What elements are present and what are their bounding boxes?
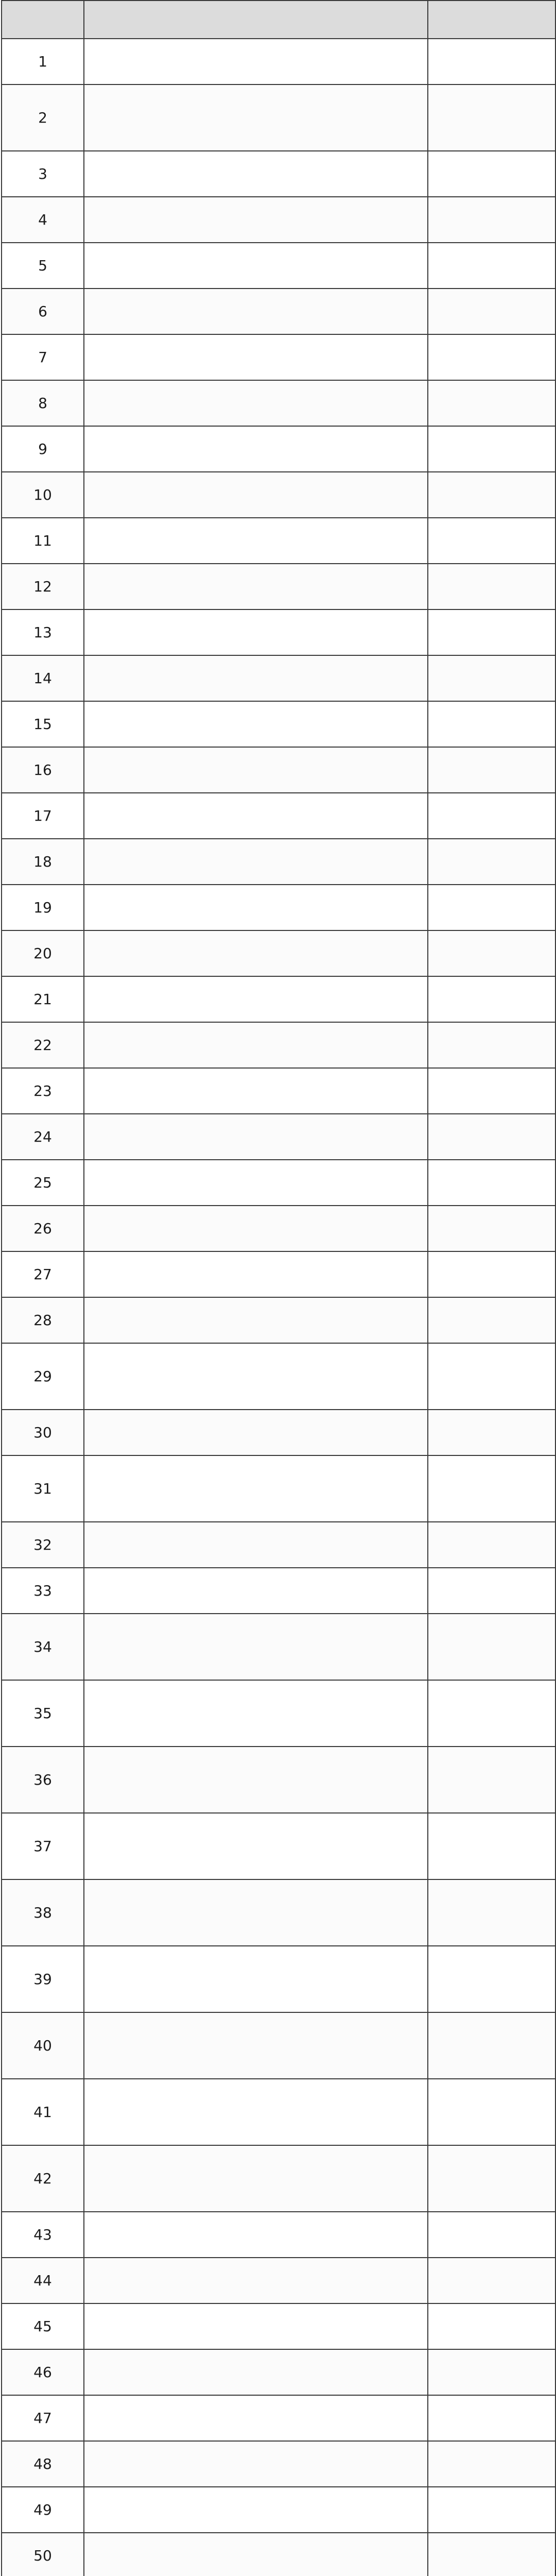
row-location-cell — [84, 839, 428, 885]
row-number-cell: 25 — [2, 1160, 84, 1206]
row-number-cell: 12 — [2, 564, 84, 609]
row-number-cell: 43 — [2, 2212, 84, 2258]
row-location-cell — [84, 1568, 428, 1614]
row-location-cell — [84, 1946, 428, 2012]
row-location-cell — [84, 1251, 428, 1297]
row-location-cell — [84, 151, 428, 197]
row-category-cell — [428, 1946, 555, 2012]
table-row — [2, 2212, 555, 2258]
row-location-cell — [84, 1522, 428, 1568]
row-number-cell: 24 — [2, 1114, 84, 1160]
row-category-cell — [428, 1206, 555, 1251]
row-location-cell — [84, 1297, 428, 1343]
row-number-cell: 41 — [2, 2079, 84, 2145]
row-category-cell — [428, 1343, 555, 1410]
row-location-cell — [84, 2012, 428, 2079]
row-location-cell — [84, 1114, 428, 1160]
row-category-cell — [428, 1680, 555, 1747]
table-row — [2, 2079, 555, 2145]
row-category-cell — [428, 1522, 555, 1568]
row-location-cell — [84, 84, 428, 151]
row-category-cell — [428, 655, 555, 701]
row-number-cell: 29 — [2, 1343, 84, 1410]
row-category-cell — [428, 1455, 555, 1522]
row-category-cell — [428, 2012, 555, 2079]
row-location-cell — [84, 2212, 428, 2258]
row-location-cell — [84, 885, 428, 930]
table-header — [2, 1, 555, 39]
row-location-cell — [84, 1160, 428, 1206]
row-location-cell — [84, 1747, 428, 1813]
row-number-cell: 8 — [2, 380, 84, 426]
table-row — [2, 1879, 555, 1946]
table-row — [2, 472, 555, 518]
row-category-cell — [428, 2212, 555, 2258]
table-row — [2, 84, 555, 151]
row-location-cell — [84, 2349, 428, 2395]
row-number-cell: 14 — [2, 655, 84, 701]
row-number-cell: 28 — [2, 1297, 84, 1343]
row-location-cell — [84, 1614, 428, 1680]
row-number-cell: 13 — [2, 609, 84, 655]
table-row — [2, 1297, 555, 1343]
row-location-cell — [84, 380, 428, 426]
row-location-cell — [84, 1879, 428, 1946]
row-category-cell — [428, 701, 555, 747]
table-row — [2, 2258, 555, 2303]
row-category-cell — [428, 1297, 555, 1343]
row-category-cell — [428, 793, 555, 839]
row-location-cell — [84, 289, 428, 334]
row-number-cell: 20 — [2, 930, 84, 976]
row-number-cell: 3 — [2, 151, 84, 197]
table-row — [2, 2012, 555, 2079]
header-category — [428, 1, 555, 39]
table-row — [2, 885, 555, 930]
row-category-cell — [428, 151, 555, 197]
row-location-cell — [84, 930, 428, 976]
table-row — [2, 518, 555, 564]
row-category-cell — [428, 518, 555, 564]
table-row — [2, 839, 555, 885]
row-location-cell — [84, 655, 428, 701]
row-number-cell: 1 — [2, 39, 84, 84]
table-row — [2, 197, 555, 243]
row-number-cell: 16 — [2, 747, 84, 793]
row-number-cell: 21 — [2, 976, 84, 1022]
row-location-cell — [84, 1206, 428, 1251]
row-category-cell — [428, 839, 555, 885]
row-location-cell — [84, 2258, 428, 2303]
table-row — [2, 2533, 555, 2576]
row-number-cell: 7 — [2, 334, 84, 380]
row-location-cell — [84, 2079, 428, 2145]
row-category-cell — [428, 39, 555, 84]
table-row — [2, 2395, 555, 2441]
row-number-cell: 35 — [2, 1680, 84, 1747]
table-row — [2, 1946, 555, 2012]
row-location-cell — [84, 609, 428, 655]
row-number-cell: 49 — [2, 2487, 84, 2533]
row-location-cell — [84, 243, 428, 289]
row-location-cell — [84, 1022, 428, 1068]
row-location-cell — [84, 564, 428, 609]
row-category-cell — [428, 1068, 555, 1114]
row-number-cell: 22 — [2, 1022, 84, 1068]
row-location-cell — [84, 793, 428, 839]
row-number-cell: 31 — [2, 1455, 84, 1522]
table-row — [2, 2145, 555, 2212]
row-number-cell: 17 — [2, 793, 84, 839]
row-location-cell — [84, 2487, 428, 2533]
row-category-cell — [428, 472, 555, 518]
row-location-cell — [84, 2441, 428, 2487]
row-category-cell — [428, 197, 555, 243]
row-category-cell — [428, 2441, 555, 2487]
row-location-cell — [84, 1343, 428, 1410]
row-location-cell — [84, 1680, 428, 1747]
table-row — [2, 334, 555, 380]
table-row — [2, 1343, 555, 1410]
header-number — [2, 1, 84, 39]
row-number-cell: 39 — [2, 1946, 84, 2012]
table-row — [2, 2487, 555, 2533]
row-location-cell — [84, 747, 428, 793]
table-row — [2, 380, 555, 426]
row-number-cell: 32 — [2, 1522, 84, 1568]
row-category-cell — [428, 2487, 555, 2533]
row-number-cell: 48 — [2, 2441, 84, 2487]
row-category-cell — [428, 1747, 555, 1813]
table-row — [2, 426, 555, 472]
row-number-cell: 4 — [2, 197, 84, 243]
row-location-cell — [84, 701, 428, 747]
row-location-cell — [84, 39, 428, 84]
table-row — [2, 793, 555, 839]
table-row — [2, 1568, 555, 1614]
row-number-cell: 34 — [2, 1614, 84, 1680]
row-location-cell — [84, 197, 428, 243]
row-category-cell — [428, 1160, 555, 1206]
row-number-cell: 36 — [2, 1747, 84, 1813]
table-row — [2, 1251, 555, 1297]
row-number-cell: 2 — [2, 84, 84, 151]
row-number-cell: 37 — [2, 1813, 84, 1879]
enforcement-table — [1, 0, 556, 2576]
table-row — [2, 243, 555, 289]
row-category-cell — [428, 426, 555, 472]
row-location-cell — [84, 2533, 428, 2576]
row-number-cell: 45 — [2, 2303, 84, 2349]
row-number-cell: 9 — [2, 426, 84, 472]
row-category-cell — [428, 2145, 555, 2212]
table-row — [2, 609, 555, 655]
table-row — [2, 1680, 555, 1747]
row-category-cell — [428, 1410, 555, 1455]
row-number-cell: 15 — [2, 701, 84, 747]
table-row — [2, 2441, 555, 2487]
table-row — [2, 976, 555, 1022]
row-number-cell: 40 — [2, 2012, 84, 2079]
row-category-cell — [428, 2349, 555, 2395]
row-location-cell — [84, 1813, 428, 1879]
row-category-cell — [428, 243, 555, 289]
table-row — [2, 564, 555, 609]
row-category-cell — [428, 1568, 555, 1614]
table-row — [2, 1022, 555, 1068]
row-number-cell: 50 — [2, 2533, 84, 2576]
row-category-cell — [428, 2533, 555, 2576]
row-location-cell — [84, 2395, 428, 2441]
table-row — [2, 2349, 555, 2395]
row-category-cell — [428, 1879, 555, 1946]
table-row — [2, 701, 555, 747]
row-category-cell — [428, 1251, 555, 1297]
row-location-cell — [84, 976, 428, 1022]
table-row — [2, 1206, 555, 1251]
row-location-cell — [84, 1068, 428, 1114]
header-location — [84, 1, 428, 39]
row-number-cell: 44 — [2, 2258, 84, 2303]
row-location-cell — [84, 472, 428, 518]
header-row — [2, 1, 555, 39]
table-row — [2, 747, 555, 793]
table-row — [2, 1410, 555, 1455]
row-category-cell — [428, 1614, 555, 1680]
row-number-cell: 10 — [2, 472, 84, 518]
row-number-cell: 11 — [2, 518, 84, 564]
row-category-cell — [428, 2395, 555, 2441]
row-location-cell — [84, 518, 428, 564]
row-category-cell — [428, 334, 555, 380]
row-category-cell — [428, 976, 555, 1022]
row-category-cell — [428, 747, 555, 793]
table-row — [2, 1614, 555, 1680]
table-row — [2, 151, 555, 197]
table-row — [2, 289, 555, 334]
row-number-cell: 33 — [2, 1568, 84, 1614]
table-body — [2, 39, 555, 2576]
row-category-cell — [428, 609, 555, 655]
table-row — [2, 1455, 555, 1522]
row-number-cell: 47 — [2, 2395, 84, 2441]
row-location-cell — [84, 1410, 428, 1455]
row-number-cell: 23 — [2, 1068, 84, 1114]
row-category-cell — [428, 2303, 555, 2349]
table-row — [2, 1114, 555, 1160]
row-number-cell: 38 — [2, 1879, 84, 1946]
row-number-cell: 19 — [2, 885, 84, 930]
row-number-cell: 6 — [2, 289, 84, 334]
row-number-cell: 30 — [2, 1410, 84, 1455]
row-number-cell: 46 — [2, 2349, 84, 2395]
row-category-cell — [428, 2079, 555, 2145]
table-row — [2, 1068, 555, 1114]
table-row — [2, 1160, 555, 1206]
row-location-cell — [84, 2303, 428, 2349]
table-row — [2, 1747, 555, 1813]
table-row — [2, 1522, 555, 1568]
row-number-cell: 5 — [2, 243, 84, 289]
row-category-cell — [428, 1114, 555, 1160]
row-category-cell — [428, 1813, 555, 1879]
row-location-cell — [84, 1455, 428, 1522]
row-number-cell: 27 — [2, 1251, 84, 1297]
row-number-cell: 18 — [2, 839, 84, 885]
row-category-cell — [428, 84, 555, 151]
table-row — [2, 930, 555, 976]
row-location-cell — [84, 334, 428, 380]
row-category-cell — [428, 930, 555, 976]
row-category-cell — [428, 380, 555, 426]
row-number-cell: 42 — [2, 2145, 84, 2212]
row-category-cell — [428, 885, 555, 930]
table-row — [2, 655, 555, 701]
table-row — [2, 2303, 555, 2349]
row-category-cell — [428, 1022, 555, 1068]
row-number-cell: 26 — [2, 1206, 84, 1251]
table-row — [2, 1813, 555, 1879]
row-category-cell — [428, 564, 555, 609]
row-location-cell — [84, 2145, 428, 2212]
row-location-cell — [84, 426, 428, 472]
row-category-cell — [428, 2258, 555, 2303]
table-row — [2, 39, 555, 84]
row-category-cell — [428, 289, 555, 334]
